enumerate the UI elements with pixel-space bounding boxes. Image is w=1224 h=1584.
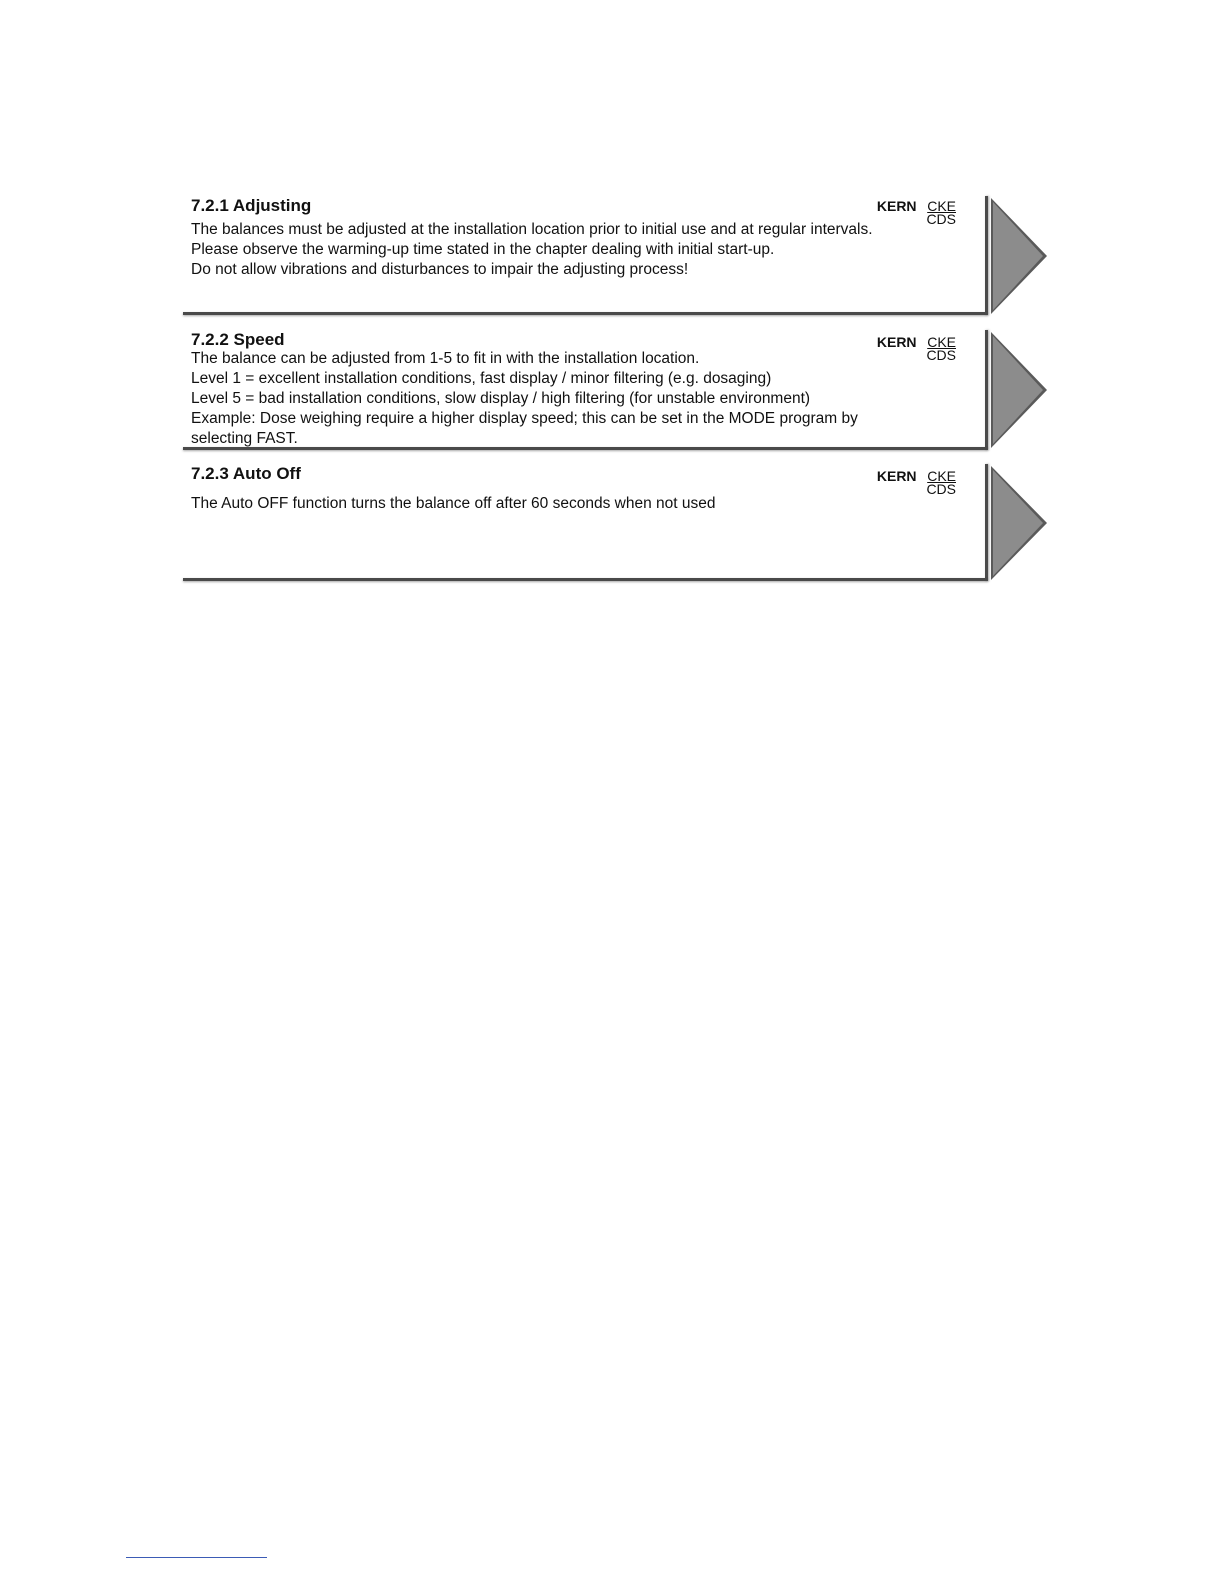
body-line: Please observe the warming-up time stated in the chapter dealing with initial start-up.: [191, 241, 775, 258]
section-frame: [183, 464, 988, 581]
section-heading: 7.2.3 Auto Off: [191, 464, 301, 483]
body-line: Example: Dose weighing require a higher display speed; this can be set in the MODE program by selecting FAST.: [191, 410, 858, 447]
model-list: [926, 470, 956, 496]
body-line: Level 5 = bad installation conditions, slow display / high filtering (for unstable environment): [191, 390, 811, 407]
section-auto-off: [183, 464, 988, 581]
body-line: The balances must be adjusted at the installation location prior to initial use and at regular intervals.: [191, 221, 873, 238]
body-line: The Auto OFF function turns the balance off after 60 seconds when not used: [191, 495, 716, 512]
brand-name: KERN: [876, 198, 917, 214]
model-name: CDS: [926, 347, 956, 363]
model-name: CKE: [927, 198, 956, 214]
section-body: [191, 494, 940, 514]
section-speed: [183, 330, 988, 450]
model-name: CDS: [926, 481, 956, 497]
body-line: Level 1 = excellent installation conditions, fast display / minor filtering (e.g. dosaging): [191, 370, 772, 387]
body-line: Do not allow vibrations and disturbances to impair the adjusting process!: [191, 261, 689, 278]
brand-name: KERN: [876, 468, 917, 484]
section-heading: 7.2.2 Speed: [191, 330, 285, 349]
model-list: [926, 336, 956, 362]
model-name: CKE: [927, 334, 956, 350]
next-arrow-icon: [989, 464, 1049, 582]
section-body: [191, 220, 958, 280]
next-arrow-icon: [989, 330, 1049, 450]
section-adjusting: [183, 196, 988, 315]
footnote-separator: [126, 1557, 267, 1558]
model-name: CKE: [927, 468, 956, 484]
section-body: [191, 349, 918, 449]
body-line: The balance can be adjusted from 1-5 to fit in with the installation location.: [191, 350, 700, 367]
brand-name: KERN: [876, 334, 917, 350]
section-heading: 7.2.1 Adjusting: [191, 196, 312, 215]
model-name: CDS: [926, 211, 956, 227]
next-arrow-icon: [989, 196, 1049, 316]
model-badge: [877, 470, 956, 496]
